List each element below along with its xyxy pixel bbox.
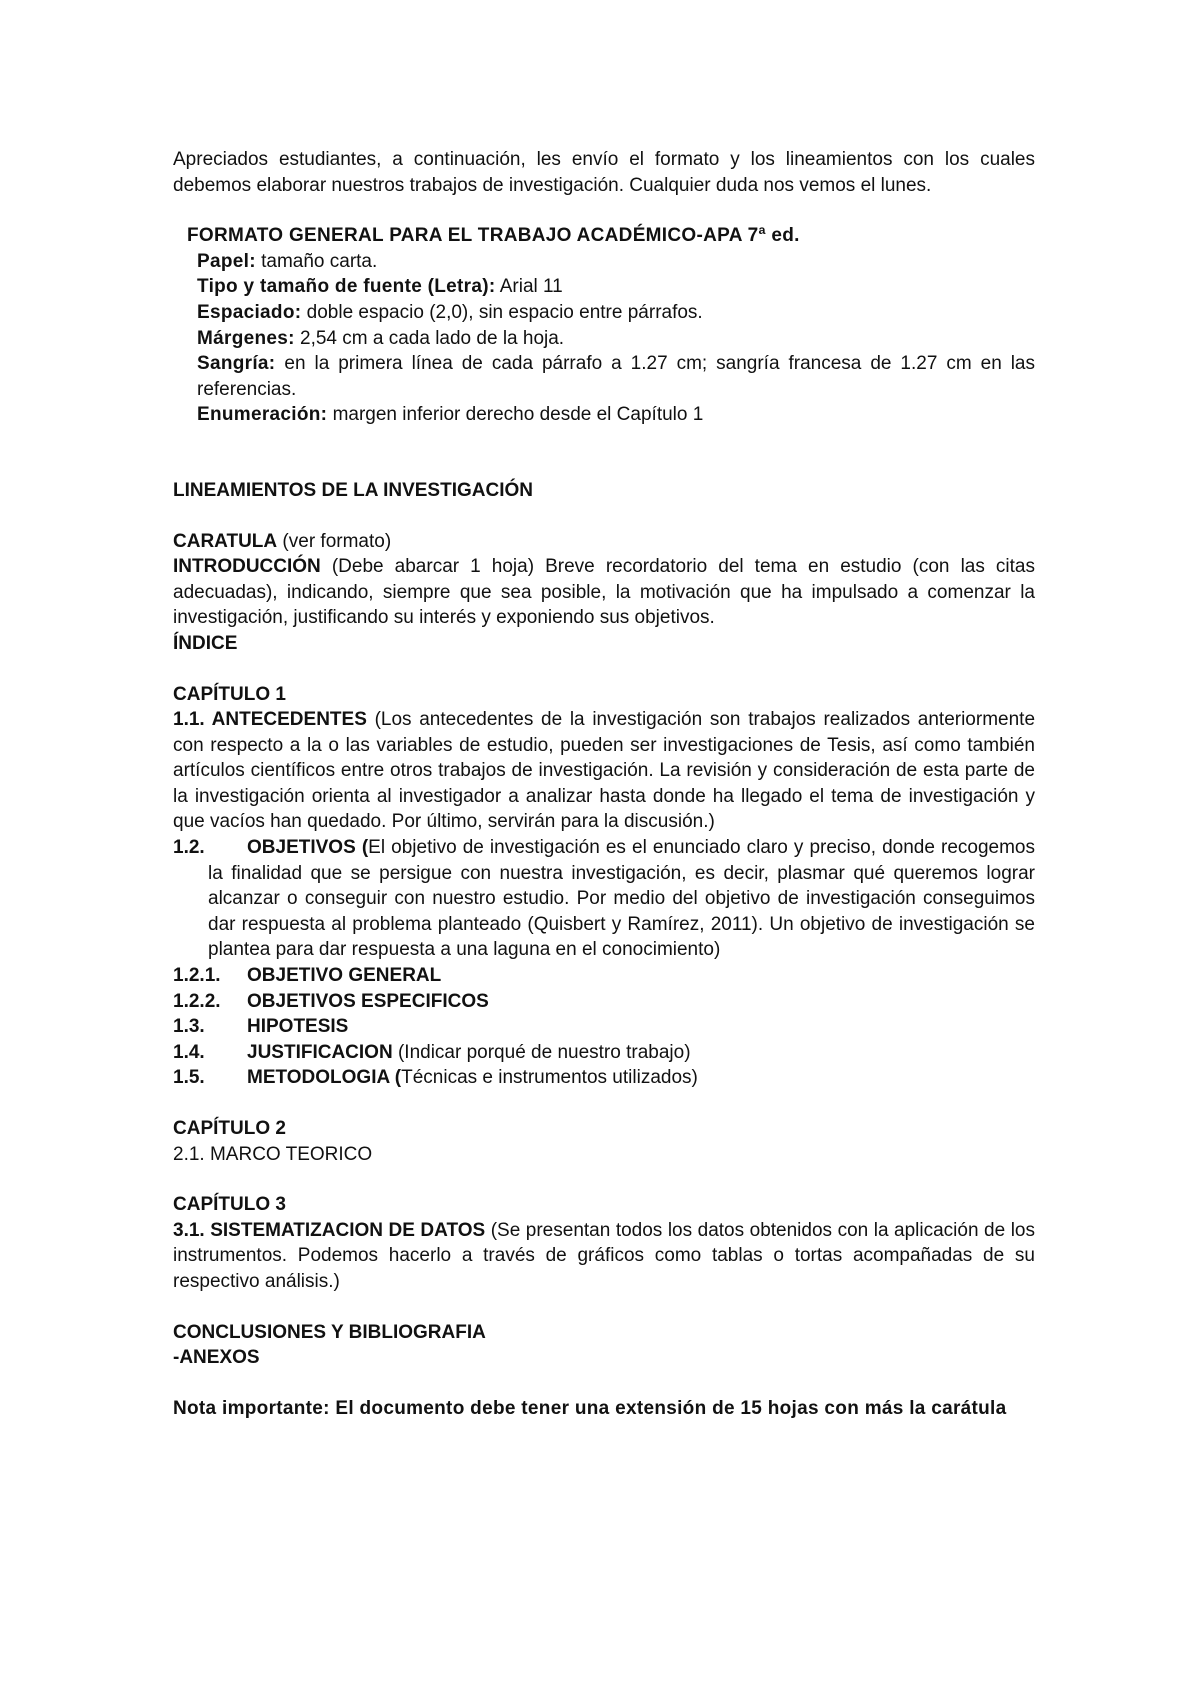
format-label: Tipo y tamaño de fuente (Letra): [197, 276, 496, 298]
row-label: JUSTIFICACION [247, 1041, 393, 1063]
objetivos-number: 1.2. [173, 837, 205, 859]
format-title: FORMATO GENERAL PARA EL TRABAJO ACADÉMICO-APA 7ª ed. [187, 225, 800, 247]
row-text: (Indicar porqué de nuestro trabajo) [392, 1041, 691, 1063]
format-label: Enumeración: [197, 404, 328, 426]
section-row [173, 1040, 1035, 1066]
format-item-spacing [187, 300, 1035, 326]
format-item-margins [187, 326, 1035, 352]
chapter-1-title: CAPÍTULO 1 [173, 683, 286, 705]
format-item-paper [187, 249, 1035, 275]
format-value: doble espacio (2,0), sin espacio entre párrafos. [301, 301, 703, 323]
section-row [173, 1014, 1035, 1040]
row-label: METODOLOGIA ( [247, 1067, 402, 1089]
objetivos-paragraph [173, 835, 1035, 963]
objetivos-text: El objetivo de investigación es el enunciado claro y preciso, donde recogemos la finalidad que se persigue con nuestra investigación, es decir, plasmar qué queremos lograr alcanzar o conseguir con nuestro estudio. Por medio del objetivo de investigación conseguimos dar respuesta al problema planteado (Quisbert y Ramírez, 2011). Un objetivo de investigación se plantea para dar respuesta a una laguna en el conocimiento) [208, 837, 1035, 961]
section-row [173, 963, 1035, 989]
antecedentes-label: 1.1. ANTECEDENTES [173, 709, 367, 731]
row-number: 1.5. [173, 1067, 205, 1089]
format-label: Sangría: [197, 353, 276, 375]
format-item-font [187, 274, 1035, 300]
format-section [173, 223, 1035, 428]
conclusiones-heading: CONCLUSIONES Y BIBLIOGRAFIA [173, 1321, 486, 1343]
format-item-numbering [187, 402, 1035, 428]
sistematizacion-label: 3.1. SISTEMATIZACION DE DATOS [173, 1219, 486, 1241]
caratula-text: (ver formato) [277, 530, 392, 552]
indice-heading: ÍNDICE [173, 632, 238, 654]
intro-paragraph: Apreciados estudiantes, a continuación, les envío el formato y los lineamientos con los cuales debemos elaborar nuestros trabajos de investigación. Cualquier duda nos vemos el lunes. [173, 149, 1035, 196]
introduccion-paragraph [173, 554, 1035, 631]
antecedentes-paragraph [173, 707, 1035, 835]
important-note: Nota importante: El documento debe tener una extensión de 15 hojas con más la carátula [173, 1397, 1007, 1419]
sistematizacion-paragraph [173, 1218, 1035, 1295]
format-label: Papel: [197, 250, 256, 272]
chapter-2-title: CAPÍTULO 2 [173, 1118, 286, 1139]
format-label: Márgenes: [197, 327, 295, 349]
row-text: Técnicas e instrumentos utilizados) [401, 1067, 698, 1089]
row-number: 1.2.1. [173, 965, 221, 987]
format-item-indent [187, 351, 1035, 402]
format-label: Espaciado: [197, 301, 302, 323]
introduccion-label: INTRODUCCIÓN [173, 556, 321, 578]
format-value: Arial 11 [495, 276, 563, 298]
format-value: margen inferior derecho desde el Capítulo 1 [327, 404, 704, 426]
objetivos-label: OBJETIVOS ( [247, 837, 369, 859]
row-label: HIPOTESIS [247, 1016, 349, 1038]
chapter-3-title: CAPÍTULO 3 [173, 1194, 286, 1216]
introduccion-text: (Debe abarcar 1 hoja) Breve recordatorio del tema en estudio (con las citas adecuadas), indicando, siempre que sea posible, la motivación que ha impulsado a comenzar la investigación, justificando su interés y exponiendo sus objetivos. [173, 556, 1035, 629]
guidelines-title: LINEAMIENTOS DE LA INVESTIGACIÓN [173, 479, 533, 501]
row-number: 1.2.2. [173, 990, 221, 1012]
row-label: OBJETIVO GENERAL [247, 965, 442, 987]
format-value: 2,54 cm a cada lado de la hoja. [294, 327, 565, 349]
row-label: OBJETIVOS ESPECIFICOS [247, 990, 489, 1012]
row-number: 1.3. [173, 1016, 205, 1038]
sistematizacion-text: (Se presentan todos los datos obtenidos con la aplicación de los instrumentos. Podemos hacerlo a través de gráficos como tablas o tortas acompañadas de su respectivo análisis.) [173, 1219, 1036, 1292]
document-page [173, 147, 1035, 1421]
caratula-line [173, 529, 1035, 555]
row-number: 1.4. [173, 1041, 205, 1063]
format-value: tamaño carta. [255, 250, 378, 272]
section-row [173, 1065, 1035, 1091]
caratula-label: CARATULA [173, 530, 278, 552]
antecedentes-text: (Los antecedentes de la investigación son trabajos realizados anteriormente con respecto a la o las variables de estudio, pueden ser investigaciones de Tesis, así como también artículos científicos entre otros trabajos de investigación. La revisión y consideración de esta parte de la investigación orienta al investigador a analizar hasta donde ha llegado el tema de investigación y que vacíos han quedado. Por último, servirán para la discusión.) [173, 709, 1036, 833]
marco-teorico-item: 2.1. MARCO TEORICO [173, 1143, 373, 1165]
format-value: en la primera línea de cada párrafo a 1.27 cm; sangría francesa de 1.27 cm en las referencias. [197, 353, 1035, 400]
section-row [173, 989, 1035, 1015]
anexos-heading: -ANEXOS [173, 1347, 260, 1369]
